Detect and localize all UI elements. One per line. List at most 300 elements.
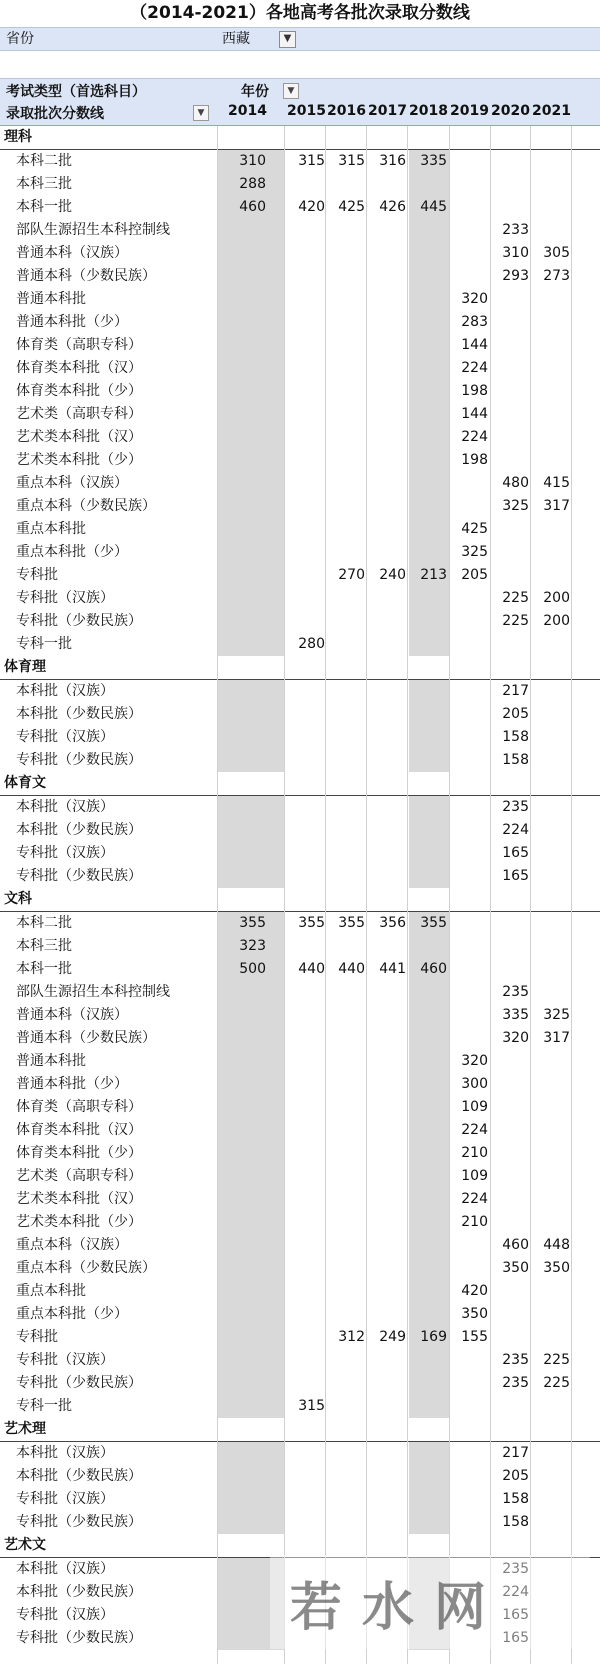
column-band [217,357,284,380]
score-cell: 300 [461,1076,488,1092]
score-cell: 305 [543,245,570,261]
column-band [217,1395,284,1418]
year-header-2021: 2021 [532,103,571,119]
grid-line [325,126,326,1664]
table-row [0,311,600,334]
score-cell: 317 [543,1030,570,1046]
table-row [0,265,600,288]
column-band [217,680,284,703]
table-row [0,449,600,472]
score-cell: 500 [239,961,266,977]
score-cell: 350 [543,1260,570,1276]
column-band [217,472,284,495]
column-band [409,865,449,888]
filter-funnel-icon[interactable]: ▼ [279,31,296,48]
column-band [409,1303,449,1326]
table-row [0,1326,600,1349]
column-band [409,380,449,403]
column-band [217,633,284,656]
column-band [217,518,284,541]
province-filter-row [0,27,600,51]
score-cell: 293 [502,268,529,284]
row-label: 专科批（少数民族） [16,613,142,629]
table-row [0,1073,600,1096]
table-row [0,679,600,703]
row-label: 本科一批 [16,961,72,977]
grid-line [407,126,408,1664]
row-label: 重点本科（汉族） [16,475,128,491]
pivot-header [0,78,600,126]
table-row [0,173,600,196]
score-cell: 420 [298,199,325,215]
row-label: 本科批（少数民族） [16,1584,142,1600]
column-band [409,357,449,380]
score-cell: 235 [502,799,529,815]
table-row [0,1488,600,1511]
column-band [409,541,449,564]
grid-line [366,126,367,1664]
group-label: 艺术理 [4,1421,46,1437]
score-cell: 205 [461,567,488,583]
column-band [217,1050,284,1073]
column-band [217,380,284,403]
row-label: 专科批（汉族） [16,845,114,861]
table-row [0,495,600,518]
table-row [0,1257,600,1280]
column-band [409,472,449,495]
table-row [0,981,600,1004]
score-cell: 198 [461,452,488,468]
row-label: 普通本科（汉族） [16,1007,128,1023]
score-cell: 144 [461,337,488,353]
column-band [409,426,449,449]
column-band [217,796,284,819]
table-row [0,1349,600,1372]
score-cell: 217 [502,683,529,699]
score-cell: 445 [420,199,447,215]
row-label: 专科批（少数民族） [16,1375,142,1391]
column-band [217,1372,284,1395]
score-cell: 425 [338,199,365,215]
year-header-2018: 2018 [409,103,448,119]
row-label: 本科三批 [16,938,72,954]
year-caption: 年份 [241,84,269,100]
column-band [217,1096,284,1119]
table-row [0,703,600,726]
column-band [409,1280,449,1303]
score-cell: 350 [461,1306,488,1322]
column-band [409,680,449,703]
table-row [0,334,600,357]
group-row [0,888,600,911]
score-cell: 213 [420,567,447,583]
row-label: 艺术类（高职专科） [16,406,142,422]
column-band [217,1303,284,1326]
table-row [0,587,600,610]
column-band [409,842,449,865]
column-band [409,1442,449,1465]
score-cell: 420 [461,1283,488,1299]
group-row [0,1534,600,1557]
score-cell: 225 [502,613,529,629]
group-label: 艺术文 [4,1537,46,1553]
score-cell: 270 [338,567,365,583]
row-label: 艺术类本科批（汉） [16,429,142,445]
score-cell: 310 [239,153,266,169]
table-row [0,958,600,981]
group-row [0,772,600,795]
score-cell: 325 [543,1007,570,1023]
row-label: 本科批（少数民族） [16,1468,142,1484]
row-label: 本科批（汉族） [16,683,114,699]
score-cell: 440 [338,961,365,977]
column-band [217,1488,284,1511]
table-row [0,1557,600,1581]
score-cell: 316 [379,153,406,169]
row-label: 重点本科（少数民族） [16,1260,156,1276]
table-row [0,403,600,426]
column-band [217,1349,284,1372]
year-header-2016: 2016 [327,103,366,119]
score-cell: 355 [338,915,365,931]
table-row [0,1280,600,1303]
column-band [217,1073,284,1096]
column-band [217,1234,284,1257]
row-label: 普通本科批（少） [16,1076,128,1092]
score-cell: 198 [461,383,488,399]
score-cell: 283 [461,314,488,330]
column-band [217,819,284,842]
column-band [409,610,449,633]
score-cell: 325 [461,544,488,560]
column-band [217,1604,284,1627]
column-band [409,242,449,265]
column-band [409,749,449,772]
column-band [409,265,449,288]
row-label: 体育类（高职专科） [16,337,142,353]
score-cell: 320 [502,1030,529,1046]
score-cell: 217 [502,1445,529,1461]
score-cell: 165 [502,845,529,861]
column-band [217,726,284,749]
table-row [0,1165,600,1188]
row-label: 部队生源招生本科控制线 [16,222,170,238]
row-label: 体育类本科批（汉） [16,1122,142,1138]
group-row [0,126,600,149]
table-row [0,1027,600,1050]
group-label: 文科 [4,891,32,907]
table-row [0,288,600,311]
column-band [217,219,284,242]
table-row [0,935,600,958]
column-band [409,1395,449,1418]
grid-line [284,126,285,1664]
row-label: 专科一批 [16,1398,72,1414]
score-cell: 169 [420,1329,447,1345]
column-band [409,796,449,819]
score-cell: 200 [543,613,570,629]
column-band [409,1488,449,1511]
score-cell: 224 [502,822,529,838]
grid-line [530,126,531,1664]
score-cell: 310 [502,245,529,261]
row-label: 专科批 [16,567,58,583]
score-cell: 165 [502,868,529,884]
table-row [0,865,600,888]
row-label: 专科批（汉族） [16,1491,114,1507]
table-row [0,380,600,403]
score-cell: 323 [239,938,266,954]
column-band [217,449,284,472]
score-cell: 350 [502,1260,529,1276]
watermark-text: 若水网 [290,1577,507,1638]
row-label: 普通本科（少数民族） [16,268,156,284]
column-band [409,1558,449,1581]
row-label: 艺术类本科批（少） [16,1214,142,1230]
score-cell: 109 [461,1099,488,1115]
column-band [409,1627,449,1650]
row-label: 专科批（少数民族） [16,868,142,884]
column-band [409,819,449,842]
table-row [0,1465,600,1488]
table-row [0,1096,600,1119]
score-cell: 225 [543,1375,570,1391]
row-label: 体育类本科批（少） [16,1145,142,1161]
score-cell: 224 [502,1584,529,1600]
column-band [409,518,449,541]
score-cell: 205 [502,1468,529,1484]
column-band [409,1211,449,1234]
column-band [217,1442,284,1465]
score-cell: 355 [420,915,447,931]
exam-type-header: 考试类型（首选科目） [6,84,146,100]
column-band [409,288,449,311]
table-row [0,1050,600,1073]
column-band [409,726,449,749]
score-cell: 224 [461,429,488,445]
column-band [409,1349,449,1372]
table-row [0,541,600,564]
score-cell: 460 [502,1237,529,1253]
column-band [217,311,284,334]
column-band [409,1257,449,1280]
score-cell: 312 [338,1329,365,1345]
column-band [409,449,449,472]
table-row [0,633,600,656]
score-cell: 235 [502,1375,529,1391]
column-band [217,981,284,1004]
row-label: 本科批（汉族） [16,1445,114,1461]
column-band [217,334,284,357]
column-band [409,1604,449,1627]
table-row [0,1211,600,1234]
row-label: 本科二批 [16,153,72,169]
score-cell: 426 [379,199,406,215]
column-band [217,1280,284,1303]
row-label: 本科批（少数民族） [16,822,142,838]
sheet-title: （2014-2021）各地高考各批次录取分数线 [130,3,470,23]
column-band [217,1465,284,1488]
row-label: 普通本科批 [16,291,86,307]
row-label: 本科批（汉族） [16,1561,114,1577]
table-row [0,1372,600,1395]
row-label: 普通本科批 [16,1053,86,1069]
score-cell: 355 [298,915,325,931]
grid-line [217,126,218,1664]
score-cell: 273 [543,268,570,284]
score-cell: 315 [298,1398,325,1414]
score-cell: 235 [502,1561,529,1577]
column-band [409,1188,449,1211]
grid-line [571,126,572,1664]
column-band [409,1004,449,1027]
table-row [0,149,600,173]
row-label: 重点本科批 [16,1283,86,1299]
row-label: 专科批（少数民族） [16,1630,142,1646]
column-band [409,495,449,518]
row-label: 重点本科（少数民族） [16,498,156,514]
score-cell: 224 [461,360,488,376]
year-header-2014: 2014 [228,103,267,119]
score-cell: 355 [239,915,266,931]
score-cell: 320 [461,1053,488,1069]
row-label: 普通本科（汉族） [16,245,128,261]
column-band [409,587,449,610]
row-label: 普通本科（少数民族） [16,1030,156,1046]
score-cell: 224 [461,1122,488,1138]
column-band [409,1372,449,1395]
row-label: 本科三批 [16,176,72,192]
score-cell: 425 [461,521,488,537]
score-cell: 205 [502,706,529,722]
column-band [217,842,284,865]
column-band [217,265,284,288]
column-band [217,1581,284,1604]
score-cell: 210 [461,1145,488,1161]
row-label: 重点本科（汉族） [16,1237,128,1253]
row-label: 本科批（汉族） [16,799,114,815]
grid-line [490,126,491,1664]
score-cell: 280 [298,636,325,652]
score-cell: 315 [338,153,365,169]
score-cell: 233 [502,222,529,238]
spacer-row [0,51,600,78]
score-cell: 441 [379,961,406,977]
score-cell: 235 [502,984,529,1000]
province-filter-value[interactable]: 西藏 [222,31,250,47]
table-row [0,196,600,219]
column-band [217,1511,284,1534]
year-header-2017: 2017 [368,103,407,119]
group-row [0,656,600,679]
row-label: 本科一批 [16,199,72,215]
column-band [217,541,284,564]
column-band [217,1627,284,1650]
score-cell: 415 [543,475,570,491]
column-band [409,1511,449,1534]
table-row [0,1395,600,1418]
column-band [217,1257,284,1280]
table-row [0,726,600,749]
year-header-2019: 2019 [450,103,489,119]
column-band [217,403,284,426]
row-field-dropdown-icon[interactable]: ▼ [193,105,209,121]
score-cell: 317 [543,498,570,514]
column-band [409,1050,449,1073]
row-label: 本科二批 [16,915,72,931]
score-cell: 165 [502,1607,529,1623]
row-label: 专科批（少数民族） [16,752,142,768]
row-label: 专科批（汉族） [16,1352,114,1368]
column-band [409,334,449,357]
score-cell: 158 [502,1491,529,1507]
row-label: 体育类本科批（少） [16,383,142,399]
column-band [409,1165,449,1188]
score-cell: 109 [461,1168,488,1184]
column-band [217,242,284,265]
table-row [0,357,600,380]
table-row [0,610,600,633]
row-label: 专科批（汉族） [16,1607,114,1623]
column-band [409,1142,449,1165]
table-row [0,1581,600,1604]
column-band [217,610,284,633]
score-cell: 224 [461,1191,488,1207]
column-band [409,935,449,958]
row-label: 本科批（少数民族） [16,706,142,722]
column-band [217,587,284,610]
table-row [0,1119,600,1142]
score-cell: 155 [461,1329,488,1345]
table-row [0,1234,600,1257]
score-cell: 225 [543,1352,570,1368]
column-band [409,703,449,726]
score-cell: 335 [420,153,447,169]
year-dropdown-icon[interactable]: ▼ [283,83,299,99]
table-row [0,219,600,242]
score-cell: 225 [502,590,529,606]
province-filter-label: 省份 [6,31,34,47]
column-band [217,288,284,311]
column-band [409,633,449,656]
column-band [217,1558,284,1581]
score-cell: 158 [502,1514,529,1530]
score-cell: 144 [461,406,488,422]
column-band [409,1581,449,1604]
table-row [0,1142,600,1165]
batch-score-header: 录取批次分数线 [6,106,104,122]
table-row [0,564,600,587]
column-band [409,981,449,1004]
column-band [217,865,284,888]
column-band [217,1027,284,1050]
row-label: 普通本科批（少） [16,314,128,330]
grid-line [449,126,450,1664]
column-band [217,1119,284,1142]
column-band [409,1234,449,1257]
table-row [0,1604,600,1627]
score-cell: 480 [502,475,529,491]
row-label: 体育类（高职专科） [16,1099,142,1115]
score-cell: 235 [502,1352,529,1368]
table-row [0,472,600,495]
score-cell: 356 [379,915,406,931]
table-row [0,1441,600,1465]
group-label: 体育理 [4,659,46,675]
column-band [409,403,449,426]
score-cell: 320 [461,291,488,307]
score-cell: 325 [502,498,529,514]
